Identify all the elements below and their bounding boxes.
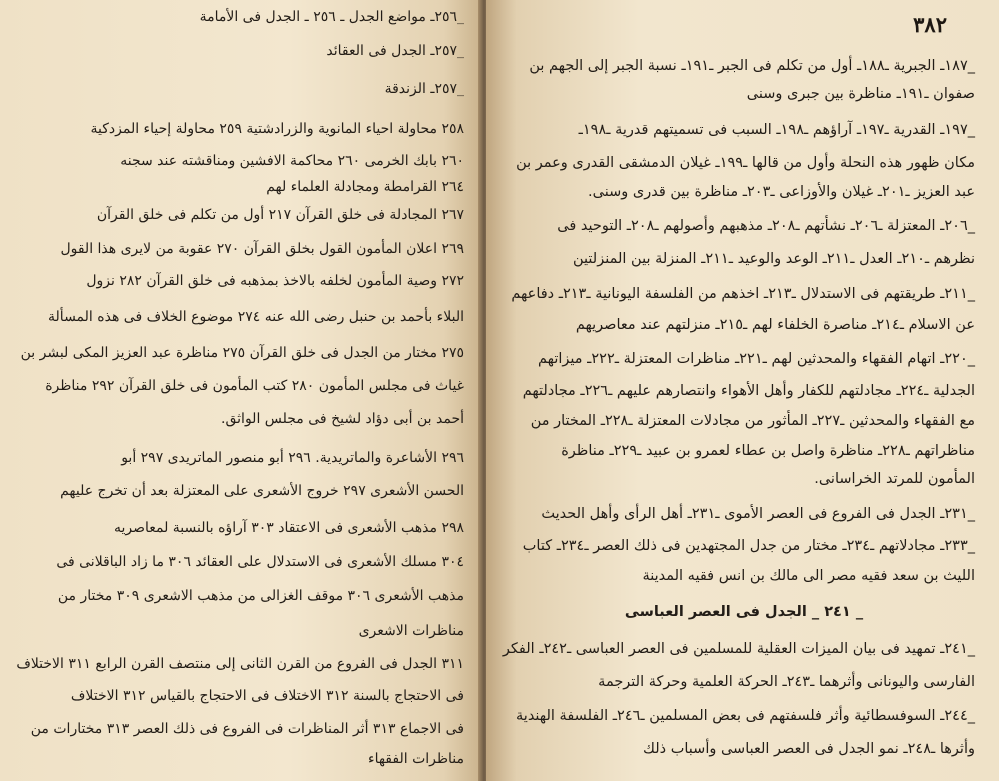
right-line-8: _٢١١ـ طريقتهم فى الاستدلال ـ٢١٣ـ اخذهم من الفلسفة اليونانية ـ٢١٣ـ دفاعهم <box>511 286 975 302</box>
left-line-4: ٢٥٨ محاولة احياء المانوية والزرادشتية ٢٥٩ محاولة إحياء المزدكية <box>90 121 464 137</box>
left-line-23: مناظرات الفقهاء <box>368 751 464 767</box>
left-line-15: الحسن الأشعرى ٢٩٧ خروج الأشعرى على المعتزلة بعد أن تخرج عليهم <box>60 483 464 499</box>
left-line-3: _٢٥٧ـ الزندقة <box>384 81 464 97</box>
right-line-20: الفارسى واليونانى وأثرهما ـ٢٤٣ـ الحركة العلمية وحركة الترجمة <box>598 674 975 690</box>
right-line-1: _١٨٧ـ الجبرية ـ١٨٨ـ أول من تكلم فى الجبر ـ١٩١ـ نسبة الجبر إلى الجهم بن <box>529 58 975 74</box>
right-line-5: عبد العزيز ـ٢٠١ـ غيلان والأوزاعى ـ٢٠٣ـ مناظرة بين قدرى وسنى. <box>588 184 975 200</box>
left-line-21: فى الاحتجاج بالسنة ٣١٢ الاختلاف فى الاحتجاج بالقياس ٣١٢ الاختلاف <box>70 688 464 704</box>
right-line-16: _٢٣٣ـ مجادلاتهم ـ٢٣٤ـ مختار من جدل المجتهدين فى ذلك العصر ـ٢٣٤ـ كتاب <box>522 538 975 554</box>
left-line-18: مذهب الأشعرى ٣٠٦ موقف الغزالى من مذهب الاشعرى ٣٠٩ مختار من <box>57 588 464 604</box>
page-number: ٣٨٢ <box>913 12 947 37</box>
left-line-5: ٢٦٠ بابك الخرمى ٢٦٠ محاكمة الافشين ومناقشته عند سجنه <box>120 153 464 169</box>
right-line-22: وأثرها ـ٢٤٨ـ نمو الجدل فى العصر العباسى وأسباب ذلك <box>643 741 975 757</box>
left-line-6: ٢٦٤ القرامطة ومجادلة العلماء لهم <box>266 179 464 195</box>
right-line-10: _٢٢٠ـ اتهام الفقهاء والمحدثين لهم ـ٢٢١ـ مناظرات المعتزلة ـ٢٢٢ـ ميزاتهم <box>537 351 975 367</box>
left-line-1: _٢٥٦ـ مواضع الجدل ـ ٢٥٦ ـ الجدل فى الأمامة <box>199 9 464 25</box>
left-line-12: غياث فى مجلس المأمون ٢٨٠ كتب المأمون فى خلق القرآن ٢٩٢ مناظرة <box>45 378 464 394</box>
right-line-6: _٢٠٦ـ المعتزلة ـ٢٠٦ـ نشأتهم ـ٢٠٨ـ مذهبهم وأصولهم ـ٢٠٨ـ التوحيد فى <box>557 218 975 234</box>
left-line-19: مناظرات الاشعرى <box>358 623 464 639</box>
right-line-19: _٢٤١ـ تمهيد فى بيان الميزات العقلية للمسلمين فى العصر العباسى ـ٢٤٢ـ الفكر <box>502 641 975 657</box>
right-line-21: _٢٤٤ـ السوفسطائية وأثر فلسفتهم فى بعض المسلمين ـ٢٤٦ـ الفلسفة الهندية <box>516 708 975 724</box>
right-line-4: مكان ظهور هذه النحلة وأول من قالها ـ١٩٩ـ غيلان الدمشقى القدرى وعمر بن <box>516 155 975 171</box>
left-line-10: البلاء بأحمد بن حنبل رضى الله عنه ٢٧٤ موضوع الخلاف فى هذه المسألة <box>48 309 464 325</box>
left-line-7: ٢٦٧ المجادلة فى خلق القرآن ٢١٧ أول من تكلم فى خلق القرآن <box>96 207 464 223</box>
right-line-2: صفوان ـ١٩١ـ مناظرة بين جبرى وسنى <box>746 86 975 102</box>
left-line-16: ٢٩٨ مذهب الأشعرى فى الاعتقاد ٣٠٣ آراؤه بالنسبة لمعاصريه <box>113 520 464 536</box>
right-line-12: مع الفقهاء والمحدثين ـ٢٢٧ـ المأثور من مجادلات المعتزلة ـ٢٢٨ـ المختار من <box>530 413 975 429</box>
left-line-20: ٣١١ الجدل فى الفروع من القرن الثانى إلى منتصف القرن الرابع ٣١١ الاختلاف <box>16 656 464 672</box>
right-line-14: المأمون للمرتد الخراسانى. <box>814 471 975 487</box>
left-line-22: فى الاجماع ٣١٣ أثر المناظرات فى الفروع فى ذلك العصر ٣١٣ مختارات من <box>30 721 464 737</box>
left-line-2: _٢٥٧ـ الجدل فى العقائد <box>326 43 464 59</box>
right-line-9: عن الاسلام ـ٢١٤ـ مناصرة الخلفاء لهم ـ٢١٥ـ منزلتهم عند معاصريهم <box>575 317 975 333</box>
right-line-7: نظرهم ـ٢١٠ـ العدل ـ٢١١ـ الوعد والوعيد ـ٢١١ـ المنزلة بين المنزلتين <box>573 251 975 267</box>
right-line-11: الجدلية ـ٢٢٤ـ مجادلتهم للكفار وأهل الأهواء وانتصارهم عليهم ـ٢٢٦ـ مجادلتهم <box>522 383 975 399</box>
section-heading: _ ٢٤١ _ الجدل فى العصر العباسى <box>624 604 864 620</box>
left-line-14: ٢٩٦ الأشاعرة والماتريدية. ٢٩٦ أبو منصور الماتريدى ٢٩٧ أبو <box>121 450 464 466</box>
left-line-11: ٢٧٥ مختار من الجدل فى خلق القرآن ٢٧٥ مناظرة عبد العزيز المكى لبشر بن <box>20 345 464 361</box>
left-line-9: ٢٧٢ وصية المأمون لخلفه بالاخذ بمذهبه فى خلق القرآن ٢٨٢ نزول <box>86 273 464 289</box>
left-line-13: أحمد بن أبى دؤاد لشيخ فى مجلس الواثق. <box>221 411 464 427</box>
right-line-17: الليث بن سعد فقيه مصر الى مالك بن انس فقيه المدينة <box>642 568 975 584</box>
right-line-13: مناظراتهم ـ٢٢٨ـ مناظرة واصل بن عطاء لعمرو بن عبيد ـ٢٢٩ـ مناظرة <box>561 443 975 459</box>
right-line-15: _٢٣١ـ الجدل فى الفروع فى العصر الأموى ـ٢٣١ـ أهل الرأى وأهل الحديث <box>541 506 975 522</box>
right-page <box>486 0 999 781</box>
left-page <box>0 0 482 781</box>
left-line-17: ٣٠٤ مسلك الأشعرى فى الاستدلال على العقائد ٣٠٦ ما زاد الباقلانى فى <box>56 554 464 570</box>
right-line-3: _١٩٧ـ القدرية ـ١٩٧ـ آراؤهم ـ١٩٨ـ السبب فى تسميتهم قدرية ـ١٩٨ـ <box>578 122 975 138</box>
left-line-8: ٢٦٩ اعلان المأمون القول بخلق القرآن ٢٧٠ عقوبة من لايرى هذا القول <box>60 241 464 257</box>
